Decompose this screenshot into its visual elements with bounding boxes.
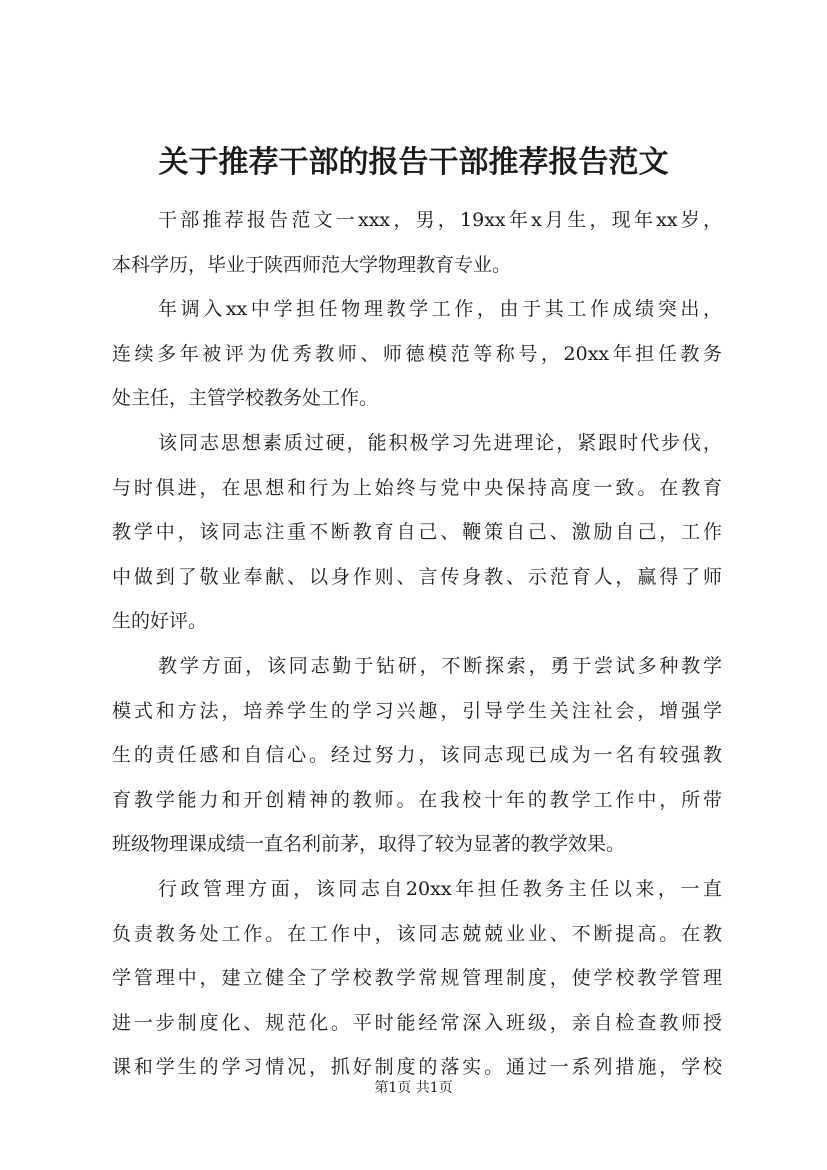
text-line: 班级物理课成绩一直名利前茅，取得了较为显著的教学效果。 [112, 833, 626, 856]
text-line: 本科学历，毕业于陕西师范大学物理教育专业。 [112, 253, 512, 276]
text-line: 处主任，主管学校教务处工作。 [112, 387, 379, 410]
text-line: 年调入xx中学担任物理教学工作，由于其工作成绩突出， [158, 298, 722, 321]
text-line: 教学中，该同志注重不断教育自己、鞭策自己、激励自己，工作 [112, 521, 722, 544]
text-line: 课和学生的学习情况，抓好制度的落实。通过一系列措施，学校 [112, 1056, 722, 1079]
text-line: 该同志思想素质过硬，能积极学习先进理论，紧跟时代步伐， [158, 431, 722, 454]
text-line: 负责教务处工作。在工作中，该同志兢兢业业、不断提高。在教 [112, 922, 722, 945]
text-line: 学管理中，建立健全了学校教学常规管理制度，使学校教学管理 [112, 967, 722, 990]
text-line: 生的责任感和自信心。经过努力，该同志现已成为一名有较强教 [112, 744, 722, 767]
text-line: 行政管理方面，该同志自20xx年担任教务主任以来，一直 [158, 877, 722, 900]
text-line: 生的好评。 [112, 610, 208, 633]
page-number-footer: 第1页 共1页 [374, 1080, 453, 1096]
document-body [112, 198, 722, 1090]
text-line: 进一步制度化、规范化。平时能经常深入班级，亲自检查教师授 [112, 1011, 722, 1034]
text-line: 干部推荐报告范文一xxx，男，19xx年x月生，现年xx岁， [158, 209, 722, 231]
text-line: 与时俱进，在思想和行为上始终与党中央保持高度一致。在教育 [112, 476, 722, 499]
document-title: 关于推荐干部的报告干部推荐报告范文 [158, 145, 669, 180]
text-line: 中做到了敬业奉献、以身作则、言传身教、示范育人，赢得了师 [112, 565, 722, 588]
text-line: 连续多年被评为优秀教师、师德模范等称号，20xx年担任教务 [112, 342, 722, 365]
text-line: 育教学能力和开创精神的教师。在我校十年的教学工作中，所带 [112, 788, 722, 811]
text-line: 教学方面，该同志勤于钻研，不断探索，勇于尝试多种教学 [158, 654, 722, 677]
text-line: 模式和方法，培养学生的学习兴趣，引导学生关注社会，增强学 [112, 699, 722, 722]
